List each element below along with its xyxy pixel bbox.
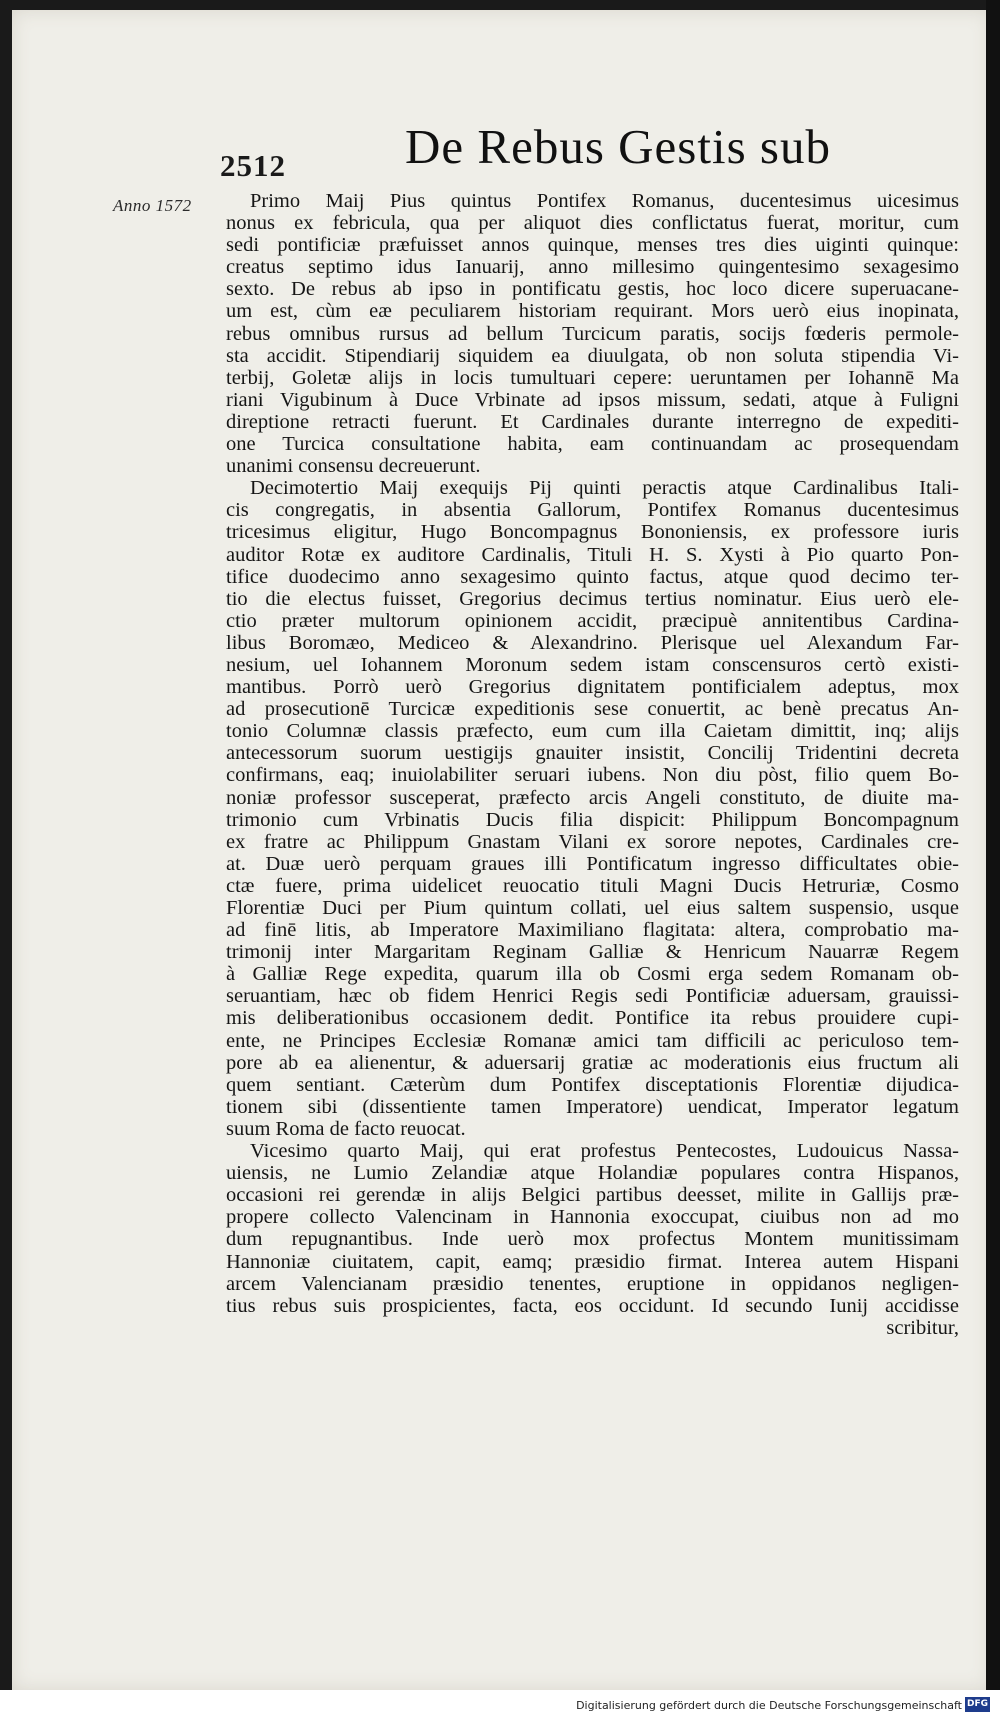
text-line: riani Vigubinum à Duce Vrbinate ad ipsos missum, sedati, atque à Fuligni <box>226 388 959 411</box>
body-text <box>226 190 959 1339</box>
text-line: à Galliæ Rege expedita, quarum illa ob Cosmi erga sedem Romanam ob- <box>226 963 959 986</box>
text-line: Vicesimo quarto Maij, qui erat profestus Pentecostes, Ludouicus Nassa- <box>250 1140 959 1163</box>
text-line: Primo Maij Pius quintus Pontifex Romanus, ducentesimus uicesimus <box>250 190 959 212</box>
text-line: direptione retracti fuerunt. Et Cardinales durante interregno de expediti- <box>226 410 959 433</box>
digitization-footer <box>0 1690 1000 1722</box>
text-line: tionem sibi (dissentiente tamen Imperatore) uendicat, Imperator legatum <box>226 1095 959 1118</box>
text-line: seruantiam, hæc ob fidem Henrici Regis sedi Pontificiæ aduersam, grauissi- <box>226 985 959 1008</box>
text-line: ctæ fuere, prima uidelicet reuocatio tituli Magni Ducis Hetruriæ, Cosmo <box>226 874 959 897</box>
text-line: tius rebus suis prospicientes, facta, eos occidunt. Id secundo Iunij accidisse <box>226 1294 959 1317</box>
running-title: De Rebus Gestis sub <box>405 119 831 174</box>
text-line: noniæ professor susceperat, præfecto arcis Angeli constituto, de diuite ma- <box>226 786 959 809</box>
text-line: tio die electus fuisset, Gregorius decimus tertius nominatur. Eius uerò ele- <box>226 587 959 610</box>
text-line: sta accidit. Stipendiarij siquidem ea diuulgata, ob non soluta stipendia Vi- <box>226 344 959 367</box>
text-line: sedi pontificiæ præfuisset annos quinque, menses tres dies uiginti quinque: <box>226 234 959 257</box>
text-line: Hannoniæ ciuitatem, capit, eamq; præsidio firmat. Interea autem Hispani <box>226 1250 959 1273</box>
margin-note-year: Anno 1572 <box>113 196 192 215</box>
text-line: suum Roma de facto reuocat. <box>226 1117 466 1140</box>
footer-credit: Digitalisierung gefördert durch die Deutsche Forschungsgemeinschaft <box>576 1699 962 1712</box>
text-line: dum repugnantibus. Inde uerò mox profectus Montem munitissimam <box>226 1228 959 1251</box>
text-line: ex fratre ac Philippum Gnastam Vilani ex sorore nepotes, Cardinales cre- <box>226 830 959 853</box>
text-line: ente, ne Principes Ecclesiæ Romanæ amici tam difficili ac periculoso tem- <box>226 1029 959 1052</box>
text-line: cis congregatis, in absentia Gallorum, Pontifex Romanus ducentesimus <box>226 499 959 522</box>
text-line: mis deliberationibus occasionem dedit. Pontifice ita rebus prouidere cupi- <box>226 1007 959 1030</box>
text-line: ctio præter multorum opinionem accidit, præcipuè annitentibus Cardina- <box>226 609 959 632</box>
text-line: creatus septimo idus Ianuarij, anno millesimo quingentesimo sexagesimo <box>226 256 959 279</box>
text-line: antecessorum suorum uestigijs gnauiter insistit, Concilij Tridentini decreta <box>226 742 959 765</box>
text-line: quem sentiant. Cæterùm dum Pontifex disceptationis Florentiæ dijudica- <box>226 1073 959 1096</box>
text-line: tricesimus eligitur, Hugo Boncompagnus Bononiensis, ex professore iuris <box>226 521 959 544</box>
text-line: tifice duodecimo anno sexagesimo quinto factus, atque quod decimo ter- <box>226 565 959 588</box>
text-line: nesium, uel Iohannem Moronum sedem istam conscensuros certò existi- <box>226 653 959 676</box>
text-line: at. Duæ uerò perquam graues illi Pontificatum ingresso difficultates obie- <box>226 852 959 875</box>
catchword: scribitur, <box>886 1316 959 1339</box>
text-line: Decimotertio Maij exequijs Pij quinti peractis atque Cardinalibus Itali- <box>250 477 959 500</box>
text-line: uiensis, ne Lumio Zelandiæ atque Holandiæ populares contra Hispanos, <box>226 1162 959 1185</box>
page-number: 2512 <box>220 148 286 183</box>
dfg-logo: DFG <box>965 1697 990 1712</box>
text-line: nonus ex febricula, qua per aliquot dies conflictatus fuerat, moritur, cum <box>226 212 959 235</box>
text-line: trimonij inter Margaritam Reginam Galliæ & Henricum Nauarræ Regem <box>226 941 959 964</box>
page-edge-shadow <box>986 0 1000 1690</box>
text-line: ad prosecutionē Turcicæ expeditionis sese conuertit, ac benè precatus An- <box>226 698 959 721</box>
text-line: confirmans, eaq; inuiolabiliter seruari iubens. Non diu pòst, filio quem Bo- <box>226 764 959 787</box>
text-line: Florentiæ Duci per Pium quintum collati, uel eius saltem suspensio, usque <box>226 897 959 919</box>
text-line: auditor Rotæ ex auditore Cardinalis, Tituli H. S. Xysti à Pio quarto Pon- <box>226 543 959 566</box>
text-line: libus Boromæo, Mediceo & Alexandrino. Plerisque uel Alexandum Far- <box>226 631 959 654</box>
text-line: unanimi consensu decreuerunt. <box>226 455 481 478</box>
text-line: um est, cùm eæ peculiarem historiam requirant. Mors uerò eius inopinata, <box>226 300 959 323</box>
text-line: ad finē litis, ab Imperatore Maximiliano flagitata: altera, comprobatio ma- <box>226 919 959 942</box>
page-header <box>0 118 1000 188</box>
text-line: arcem Valencianam præsidio tenentes, eruptione in oppidanos negligen- <box>226 1272 959 1295</box>
text-line: mantibus. Porrò uerò Gregorius dignitatem pontificialem adeptus, mox <box>226 676 959 699</box>
text-line: rebus omnibus rursus ad bellum Turcicum paratis, socijs fœderis permole- <box>226 322 959 345</box>
text-line: one Turcica consultatione habita, eam continuandam ac prosequendam <box>226 433 959 456</box>
text-line: terbij, Goletæ alijs in locis tumultuari cepere: ueruntamen per Iohannē Ma <box>226 366 959 389</box>
text-line: tonio Columnæ classis præfecto, eum cum illa Caietam dimittit, inq; alijs <box>226 720 959 743</box>
text-line: propere collecto Valencinam in Hannonia exoccupat, ciuibus non ad mo <box>226 1206 959 1229</box>
text-line: sexto. De rebus ab ipso in pontificatu gestis, hoc loco dicere superuacane- <box>226 278 959 301</box>
text-line: occasioni rei gerendæ in alijs Belgici partibus deesset, milite in Gallijs præ- <box>226 1184 959 1207</box>
text-line: trimonio cum Vrbinatis Ducis filia dispicit: Philippum Boncompagnum <box>226 808 959 831</box>
text-line: pore ab ea alienentur, & aduersarij gratiæ ac moderationis eius fructum ali <box>226 1051 959 1074</box>
